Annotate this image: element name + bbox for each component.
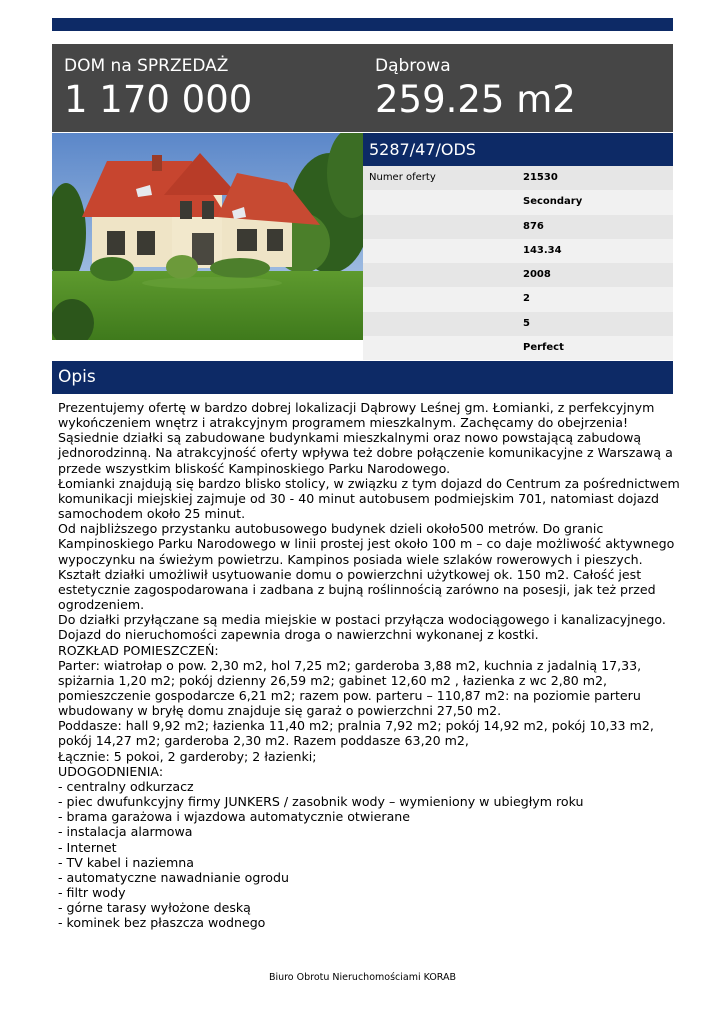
description-line: spiżarnia 1,20 m2; pokój dzienny 26,59 m2; gabinet 12,60 m2 , łazienka z wc 2,80 m2,	[58, 672, 608, 688]
details-label	[363, 336, 518, 360]
description-line: wykończeniem wnętrz i atrakcyjnym programem mieszkalnym. Zachęcamy do obejrzenia!	[58, 415, 629, 431]
listing-price: 1 170 000	[64, 78, 253, 121]
description-line: przede wszystkim bliskość Kampinoskiego Parku Narodowego.	[58, 460, 451, 476]
description-line: wypoczynku na świeżym powietrzu. Kampinos posiada wiele szlaków rowerowych i pieszych.	[58, 551, 643, 567]
details-value: 21530	[523, 172, 558, 183]
details-value: Perfect	[523, 342, 564, 354]
details-row	[363, 312, 673, 336]
description-line: ROZKŁAD POMIESZCZEŃ:	[58, 642, 219, 658]
details-label: Numer oferty	[369, 172, 436, 183]
description-line: Dojazd do nieruchomości zapewnia droga o nawierzchni wykonanej z kostki.	[58, 627, 539, 643]
description-line: - kominek bez płaszcza wodnego	[58, 915, 266, 931]
details-value: 143.34	[523, 244, 562, 256]
listing-type: DOM na SPRZEDAŻ	[64, 56, 229, 76]
description-line: Sąsiednie działki są zabudowane budynkami mieszkalnymi oraz nowo powstającą zabudową	[58, 430, 642, 446]
offer-reference: 5287/47/ODS	[363, 133, 673, 166]
details-row	[363, 263, 673, 287]
details-row	[363, 336, 673, 360]
details-value: 2	[523, 293, 530, 305]
description-line: - TV kabel i naziemna	[58, 854, 194, 870]
description-line: Łącznie: 5 pokoi, 2 garderoby; 2 łazienki;	[58, 748, 317, 764]
description-line: - filtr wody	[58, 885, 126, 900]
description-body	[58, 400, 680, 931]
description-line: UDOGODNIENIA:	[58, 763, 164, 779]
description-line: komunikacji miejskiej zajmuje od 30 - 40 minut autobusem podmiejskim 701, natomiast dojazd	[58, 490, 660, 506]
description-line: Łomianki znajdują się bardzo blisko stolicy, w związku z tym dojazd do Centrum za pośrednictwem	[58, 475, 680, 491]
description-line: wbudowany w bryłę domu znajduje się garaż o powierzchni 27,50 m2.	[58, 703, 502, 719]
details-label	[363, 215, 518, 239]
description-heading: Opis	[52, 361, 673, 394]
description-line: pomieszczenie gospodarcze 6,21 m2; razem pow. parteru – 110,87 m2: na poziomie parteru	[58, 687, 641, 703]
details-label	[363, 239, 518, 263]
details-value: 2008	[523, 269, 551, 281]
listing-location: Dąbrowa	[375, 56, 451, 76]
description-line: Kampinoskiego Parku Narodowego w linii prostej jest około 100 m – co daje możliwość aktywnego	[58, 536, 675, 552]
description-line: Od najbliższego przystanku autobusowego budynek dzieli około500 metrów. Do granic	[58, 521, 604, 537]
description-line: estetycznie zagospodarowana i zadbana z bujną roślinnością zarówno na posesji, jak też przed	[58, 581, 656, 597]
description-line: pokój 14,27 m2; garderoba 2,30 m2. Razem poddasze 63,20 m2,	[58, 733, 469, 749]
details-label	[363, 287, 518, 311]
top-accent-bar	[52, 18, 673, 31]
details-label	[363, 190, 518, 214]
description-line: - automatyczne nawadnianie ogrodu	[58, 869, 289, 885]
description-line: Kształt działki umożliwił usytuowanie domu o powierzchni użytkowej ok. 150 m2. Całość jest	[58, 566, 642, 582]
details-label	[363, 263, 518, 287]
description-line: Parter: wiatrołap o pow. 2,30 m2, hol 7,25 m2; garderoba 3,88 m2, kuchnia z jadalnią 17,33,	[58, 657, 642, 673]
details-row	[363, 287, 673, 311]
details-row	[363, 166, 673, 190]
description-line: - instalacja alarmowa	[58, 824, 193, 840]
listing-header	[52, 44, 673, 132]
description-line: - centralny odkurzacz	[58, 778, 194, 794]
details-value: Secondary	[523, 196, 583, 208]
description-line: jednorodzinną. Na atrakcyjność oferty wpływa też dobre połączenie komunikacyjne z Warszawą a	[58, 445, 673, 461]
details-row	[363, 190, 673, 214]
description-line: Do działki przyłączane są media miejskie w postaci przyłącza wodociągowego i kanalizacyjnego.	[58, 612, 666, 628]
listing-area: 259.25 m2	[375, 78, 576, 121]
header-left	[64, 56, 252, 122]
description-line: - Internet	[58, 839, 117, 855]
description-line: Prezentujemy ofertę w bardzo dobrej lokalizacji Dąbrowy Leśnej gm. Łomianki, z perfekcyjnym	[58, 400, 655, 415]
description-line: ogrodzeniem.	[58, 597, 145, 613]
description-line: Poddasze: hall 9,92 m2; łazienka 11,40 m2; pralnia 7,92 m2; pokój 14,92 m2, pokój 10,33 m2,	[58, 718, 654, 734]
property-photo	[52, 133, 363, 340]
header-right	[375, 56, 576, 122]
details-label	[363, 312, 518, 336]
details-value: 876	[523, 220, 544, 232]
description-line: samochodem około 25 minut.	[58, 506, 246, 522]
details-row	[363, 239, 673, 263]
description-line: - górne tarasy wyłożone deską	[58, 900, 251, 916]
description-line: - piec dwufunkcyjny firmy JUNKERS / zasobnik wody – wymieniony w ubiegłym roku	[58, 794, 584, 810]
details-row	[363, 215, 673, 239]
description-line: - brama garażowa i wjazdowa automatycznie otwierane	[58, 809, 411, 825]
details-value: 5	[523, 317, 530, 329]
footer-agency: Biuro Obrotu Nieruchomościami KORAB	[268, 972, 457, 983]
details-table	[363, 166, 673, 360]
